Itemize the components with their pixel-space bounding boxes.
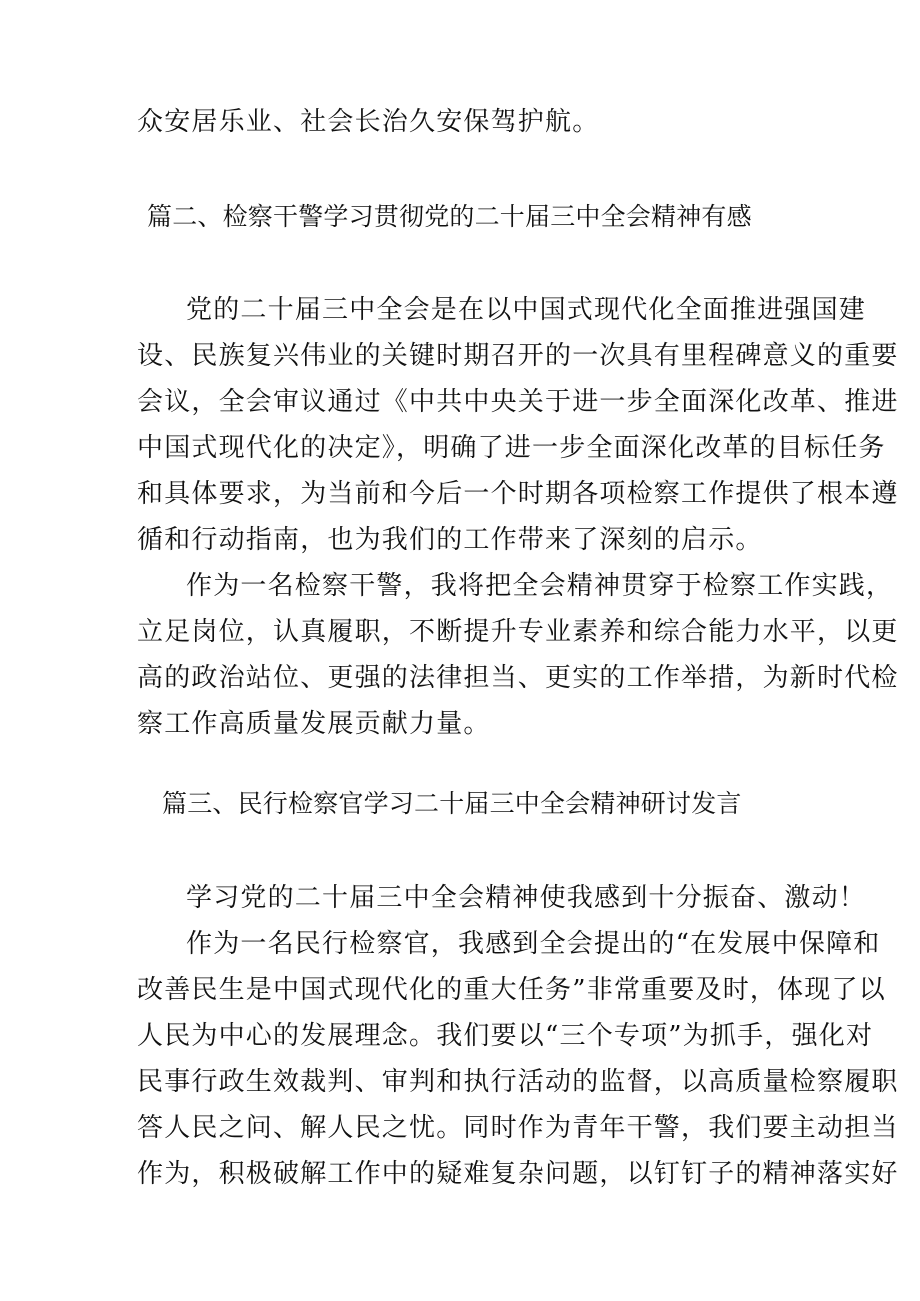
paragraph-line: 学习党的二十届三中全会精神使我感到十分振奋、激动！	[186, 883, 867, 913]
paragraph-line: 循和行动指南，也为我们的工作带来了深刻的启示。	[137, 525, 763, 555]
section2-heading: 篇二、检察干警学习贯彻党的二十届三中全会精神有感	[147, 202, 752, 231]
paragraph-line: 和具体要求，为当前和今后一个时期各项检察工作提供了根本遵	[137, 479, 899, 509]
intro-tail-line: 众安居乐业、社会长治久安保驾护航。	[137, 107, 600, 137]
paragraph-line: 会议，全会审议通过《中共中央关于进一步全面深化改革、推进	[137, 387, 899, 417]
section3-heading: 篇三、民行检察官学习二十届三中全会精神研讨发言	[162, 789, 742, 818]
paragraph-line: 作为一名民行检察官，我感到全会提出的“在发展中保障和	[186, 929, 881, 959]
paragraph-line: 答人民之问、解人民之忧。同时作为青年干警，我们要主动担当	[137, 1113, 899, 1143]
paragraph-line: 中国式现代化的决定》，明确了进一步全面深化改革的目标任务	[137, 433, 886, 463]
paragraph-line: 人民为中心的发展理念。我们要以“三个专项”为抓手，强化对	[137, 1021, 874, 1051]
paragraph-line: 作为一名检察干警，我将把全会精神贯穿于检察工作实践，	[186, 571, 894, 601]
paragraph-line: 改善民生是中国式现代化的重大任务”非常重要及时，体现了以	[137, 975, 886, 1005]
paragraph-line: 民事行政生效裁判、审判和执行活动的监督，以高质量检察履职	[137, 1067, 899, 1097]
paragraph-line: 立足岗位，认真履职，不断提升专业素养和综合能力水平，以更	[137, 617, 899, 647]
paragraph-line: 党的二十届三中全会是在以中国式现代化全面推进强国建	[186, 295, 867, 325]
paragraph-line: 作为，积极破解工作中的疑难复杂问题，以钉钉子的精神落实好	[137, 1159, 899, 1189]
paragraph-line: 高的政治站位、更强的法律担当、更实的工作举措，为新时代检	[137, 663, 899, 693]
paragraph-line: 察工作高质量发展贡献力量。	[137, 709, 491, 739]
paragraph-line: 设、民族复兴伟业的关键时期召开的一次具有里程碑意义的重要	[137, 341, 899, 371]
